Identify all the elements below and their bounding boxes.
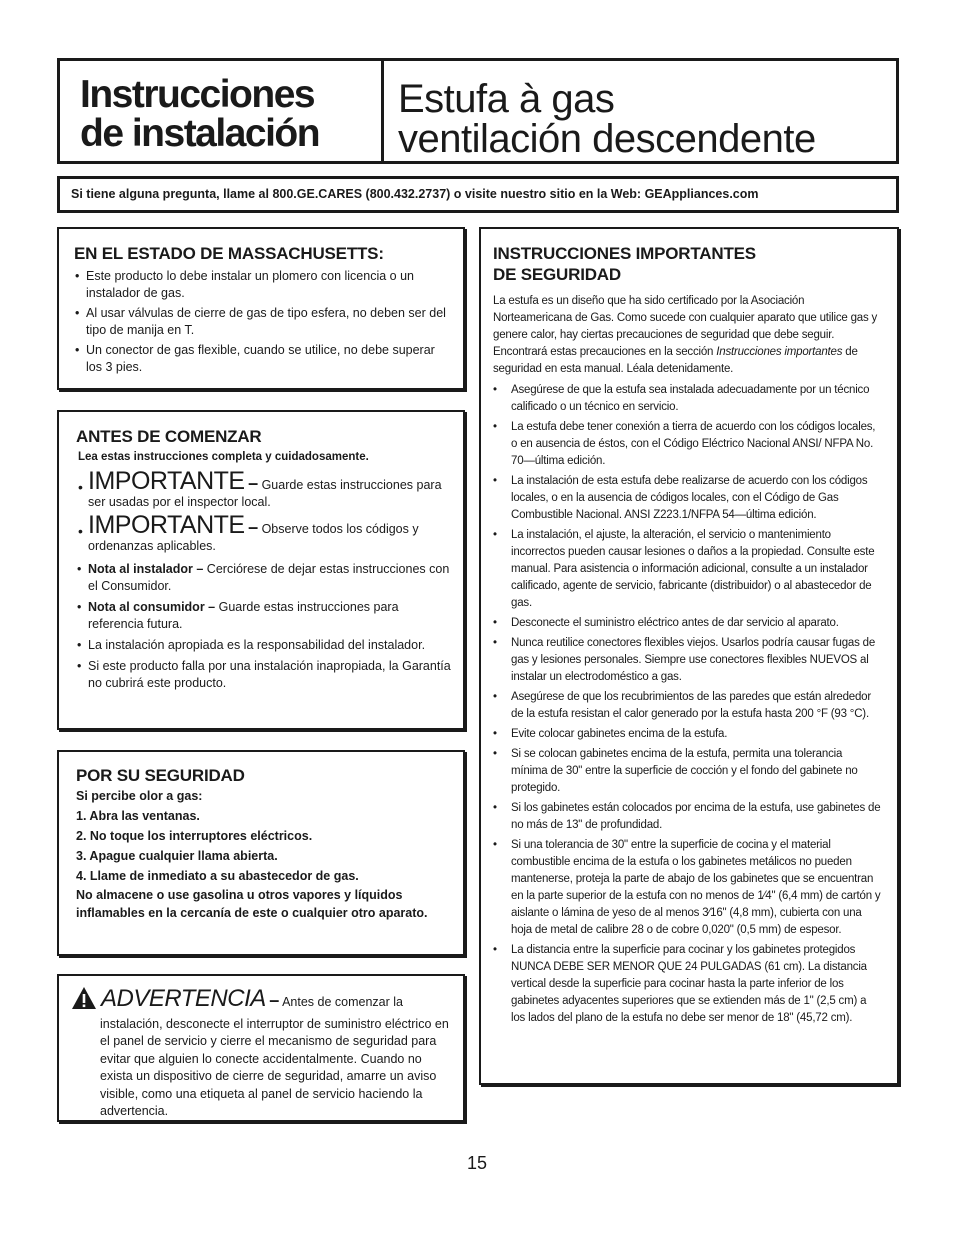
warning-triangle-icon bbox=[71, 986, 97, 1016]
header-divider bbox=[381, 61, 384, 161]
antes-subtitle: Lea estas instrucciones completa y cuidadosamente. bbox=[78, 451, 369, 463]
importantes-intro bbox=[493, 293, 881, 378]
title-product bbox=[398, 79, 816, 159]
nota-label: Nota al instalador – bbox=[88, 562, 204, 576]
list-item bbox=[76, 599, 451, 633]
list-item: • Si una tolerancia de 30" entre la superficie de cocina y el material combustible encima de la estufa o los gabinetes metálicos no pueden mantenerse, proteja la parte de abajo de los gabinetes que se encuentran en la parte superior de la estufa con no menos de 1⁄4" (6,4 mm) de cartón y aislante o lámina de yeso de al menos 3⁄16" (4,8 mm), cubierta con una hoja de metal de calibre 28 o de cobre 0,020" (0,5 mm) de espesor. bbox=[493, 837, 881, 939]
page-number: 15 bbox=[466, 1153, 488, 1173]
list-item: • La instalación apropiada es la responsabilidad del instalador. bbox=[76, 637, 451, 654]
advertencia-label: ADVERTENCIA bbox=[101, 985, 266, 1012]
antes-title: ANTES DE COMENZAR bbox=[76, 427, 262, 446]
list-item: • Un conector de gas flexible, cuando se utilice, no debe superar los 3 pies. bbox=[74, 342, 449, 376]
intro-text: de seguridad en esta manual. Léala detenidamente. bbox=[493, 346, 858, 375]
list-item: • La estufa debe tener conexión a tierra de acuerdo con los códigos locales, o en ausencia de éstos, con el Código Eléctrico Nacional ANSI/ NFPA No. 70—última edición. bbox=[493, 419, 881, 470]
list-item bbox=[76, 561, 451, 595]
intro-italic: Instrucciones importantes bbox=[716, 346, 843, 358]
list-item: • La instalación, el ajuste, la alteración, el servicio o mantenimiento incorrectos pueden causar lesiones o daños a la propiedad. Consulte este manual. Para asistencia o información adicional, consulte a un instalador calificado, agente de servicio, fabricante (distribuidor) o al abastecedor de gas. bbox=[493, 527, 881, 612]
title-right-line1: Estufa à gas bbox=[398, 77, 615, 121]
advertencia-head-text: Antes de comenzar la bbox=[282, 995, 403, 1009]
advertencia-section bbox=[57, 974, 465, 1122]
list-item: • La distancia entre la superficie para cocinar y los gabinetes protegidos NUNCA DEBE SER MENOR QUE 24 PULGADAS (61 cm). La distancia vertical desde la superficie para cocinar hasta la parte inferior de los gabinetes adyacentes superiores que se extienden más de 1" (2,5 cm) a los lados del plano de la estufa no debe ser menor de 18" (45,72 cm). bbox=[493, 942, 881, 1027]
importantes-title-line2: DE SEGURIDAD bbox=[493, 265, 621, 284]
importante-label: IMPORTANTE bbox=[88, 511, 245, 539]
nota-text: Guarde estas instrucciones para referencia futura. bbox=[88, 600, 399, 631]
importante-item bbox=[76, 511, 451, 555]
massachusetts-section bbox=[57, 227, 465, 390]
seguridad-line: 3. Apague cualquier llama abierta. bbox=[76, 849, 278, 863]
dash: – bbox=[248, 517, 259, 537]
seguridad-line: 4. Llame de inmediato a su abastecedor de gas. bbox=[76, 869, 359, 883]
intro-text: La estufa es un diseño que ha sido certificado por la Asociación Norteamericana de Gas. Como sucede con cualquier aparato que utilice gas y genere calor, hay ciertas precauciones de seguridad que debe seguir. Encontrará estas precauciones en la sección bbox=[493, 295, 878, 358]
importante-label: IMPORTANTE bbox=[88, 467, 245, 495]
list-item: • La instalación de esta estufa debe realizarse de acuerdo con los códigos locales, o en la ausencia de códigos locales, con el Código de Gas Combustible Nacional. ANSI Z223.1/NFPA 54—última edición. bbox=[493, 473, 881, 524]
list-item: • Asegúrese de que los recubrimientos de las paredes que están alrededor de la estufa resistan el calor generado por la estufa hasta 200 °F (93 °C). bbox=[493, 689, 881, 723]
seguridad-line: 1. Abra las ventanas. bbox=[76, 809, 200, 823]
list-item: • Nunca reutilice conectores flexibles viejos. Usarlos podría causar fugas de gas y lesiones personales. Siempre use conectores flexibles NUEVOS al instalar un electrodoméstico a gas. bbox=[493, 635, 881, 686]
list-item: • Asegúrese de que la estufa sea instalada adecuadamente por un técnico calificado o un técnico en servicio. bbox=[493, 382, 881, 416]
importante-item bbox=[76, 467, 451, 511]
importantes-section bbox=[479, 227, 899, 1085]
contact-banner: Si tiene alguna pregunta, llame al 800.GE.CARES (800.432.2737) o visite nuestro sitio en la Web: GEAppliances.com bbox=[57, 176, 899, 213]
page-header bbox=[57, 58, 899, 164]
advertencia-body: instalación, desconecte el interruptor de suministro eléctrico en el panel de servicio y cierre el mecanismo de seguridad para evitar que alguien lo conecte accidentalmente. Cuando no exista un dispositivo de cierre de seguridad, amarre un aviso visible, como una etiqueta al panel de servicio haciendo la advertencia. bbox=[100, 1016, 449, 1118]
title-left-line2: de instalación bbox=[80, 112, 320, 155]
list-item: • Al usar válvulas de cierre de gas de tipo esfera, no deben ser del tipo de manija en T. bbox=[74, 305, 449, 339]
seguridad-warning: No almacene o use gasolina u otros vapores y líquidos inflamables en la cercanía de este o cualquier otro aparato. bbox=[76, 888, 428, 920]
importantes-title-line1: INSTRUCCIONES IMPORTANTES bbox=[493, 244, 756, 263]
dash: – bbox=[269, 990, 280, 1010]
importantes-title bbox=[493, 243, 881, 285]
title-right-line2: ventilación descendente bbox=[398, 117, 816, 161]
seguridad-title: POR SU SEGURIDAD bbox=[76, 766, 245, 785]
seguridad-line: 2. No toque los interruptores eléctricos. bbox=[76, 829, 313, 843]
massachusetts-title: EN EL ESTADO DE MASSACHUSETTS: bbox=[74, 244, 384, 263]
list-item: • Este producto lo debe instalar un plomero con licencia o un instalador de gas. bbox=[74, 268, 449, 302]
title-left-line1: Instrucciones bbox=[80, 73, 315, 116]
nota-text: Cerciórese de dejar estas instrucciones con el Consumidor. bbox=[88, 562, 450, 593]
dash: – bbox=[248, 473, 259, 493]
list-item: • Evite colocar gabinetes encima de la estufa. bbox=[493, 726, 881, 743]
importante-text: Observe todos los códigos y ordenanzas aplicables. bbox=[88, 522, 419, 553]
list-item: • Desconecte el suministro eléctrico antes de dar servicio al aparato. bbox=[493, 615, 881, 632]
title-instrucciones bbox=[80, 75, 319, 153]
importante-text: Guarde estas instrucciones para ser usadas por el inspector local. bbox=[88, 478, 442, 509]
seguridad-section bbox=[57, 750, 465, 956]
antes-section bbox=[57, 410, 465, 730]
list-item: • Si los gabinetes están colocados por encima de la estufa, use gabinetes de no más de 13" de profundidad. bbox=[493, 800, 881, 834]
list-item: • Si este producto falla por una instalación inapropiada, la Garantía no cubrirá este producto. bbox=[76, 658, 451, 692]
list-item: • Si se colocan gabinetes encima de la estufa, permita una tolerancia mínima de 30" entre la superficie de cocción y el fondo del gabinete no protegido. bbox=[493, 746, 881, 797]
seguridad-line: Si percibe olor a gas: bbox=[76, 789, 203, 803]
nota-label: Nota al consumidor – bbox=[88, 600, 216, 614]
